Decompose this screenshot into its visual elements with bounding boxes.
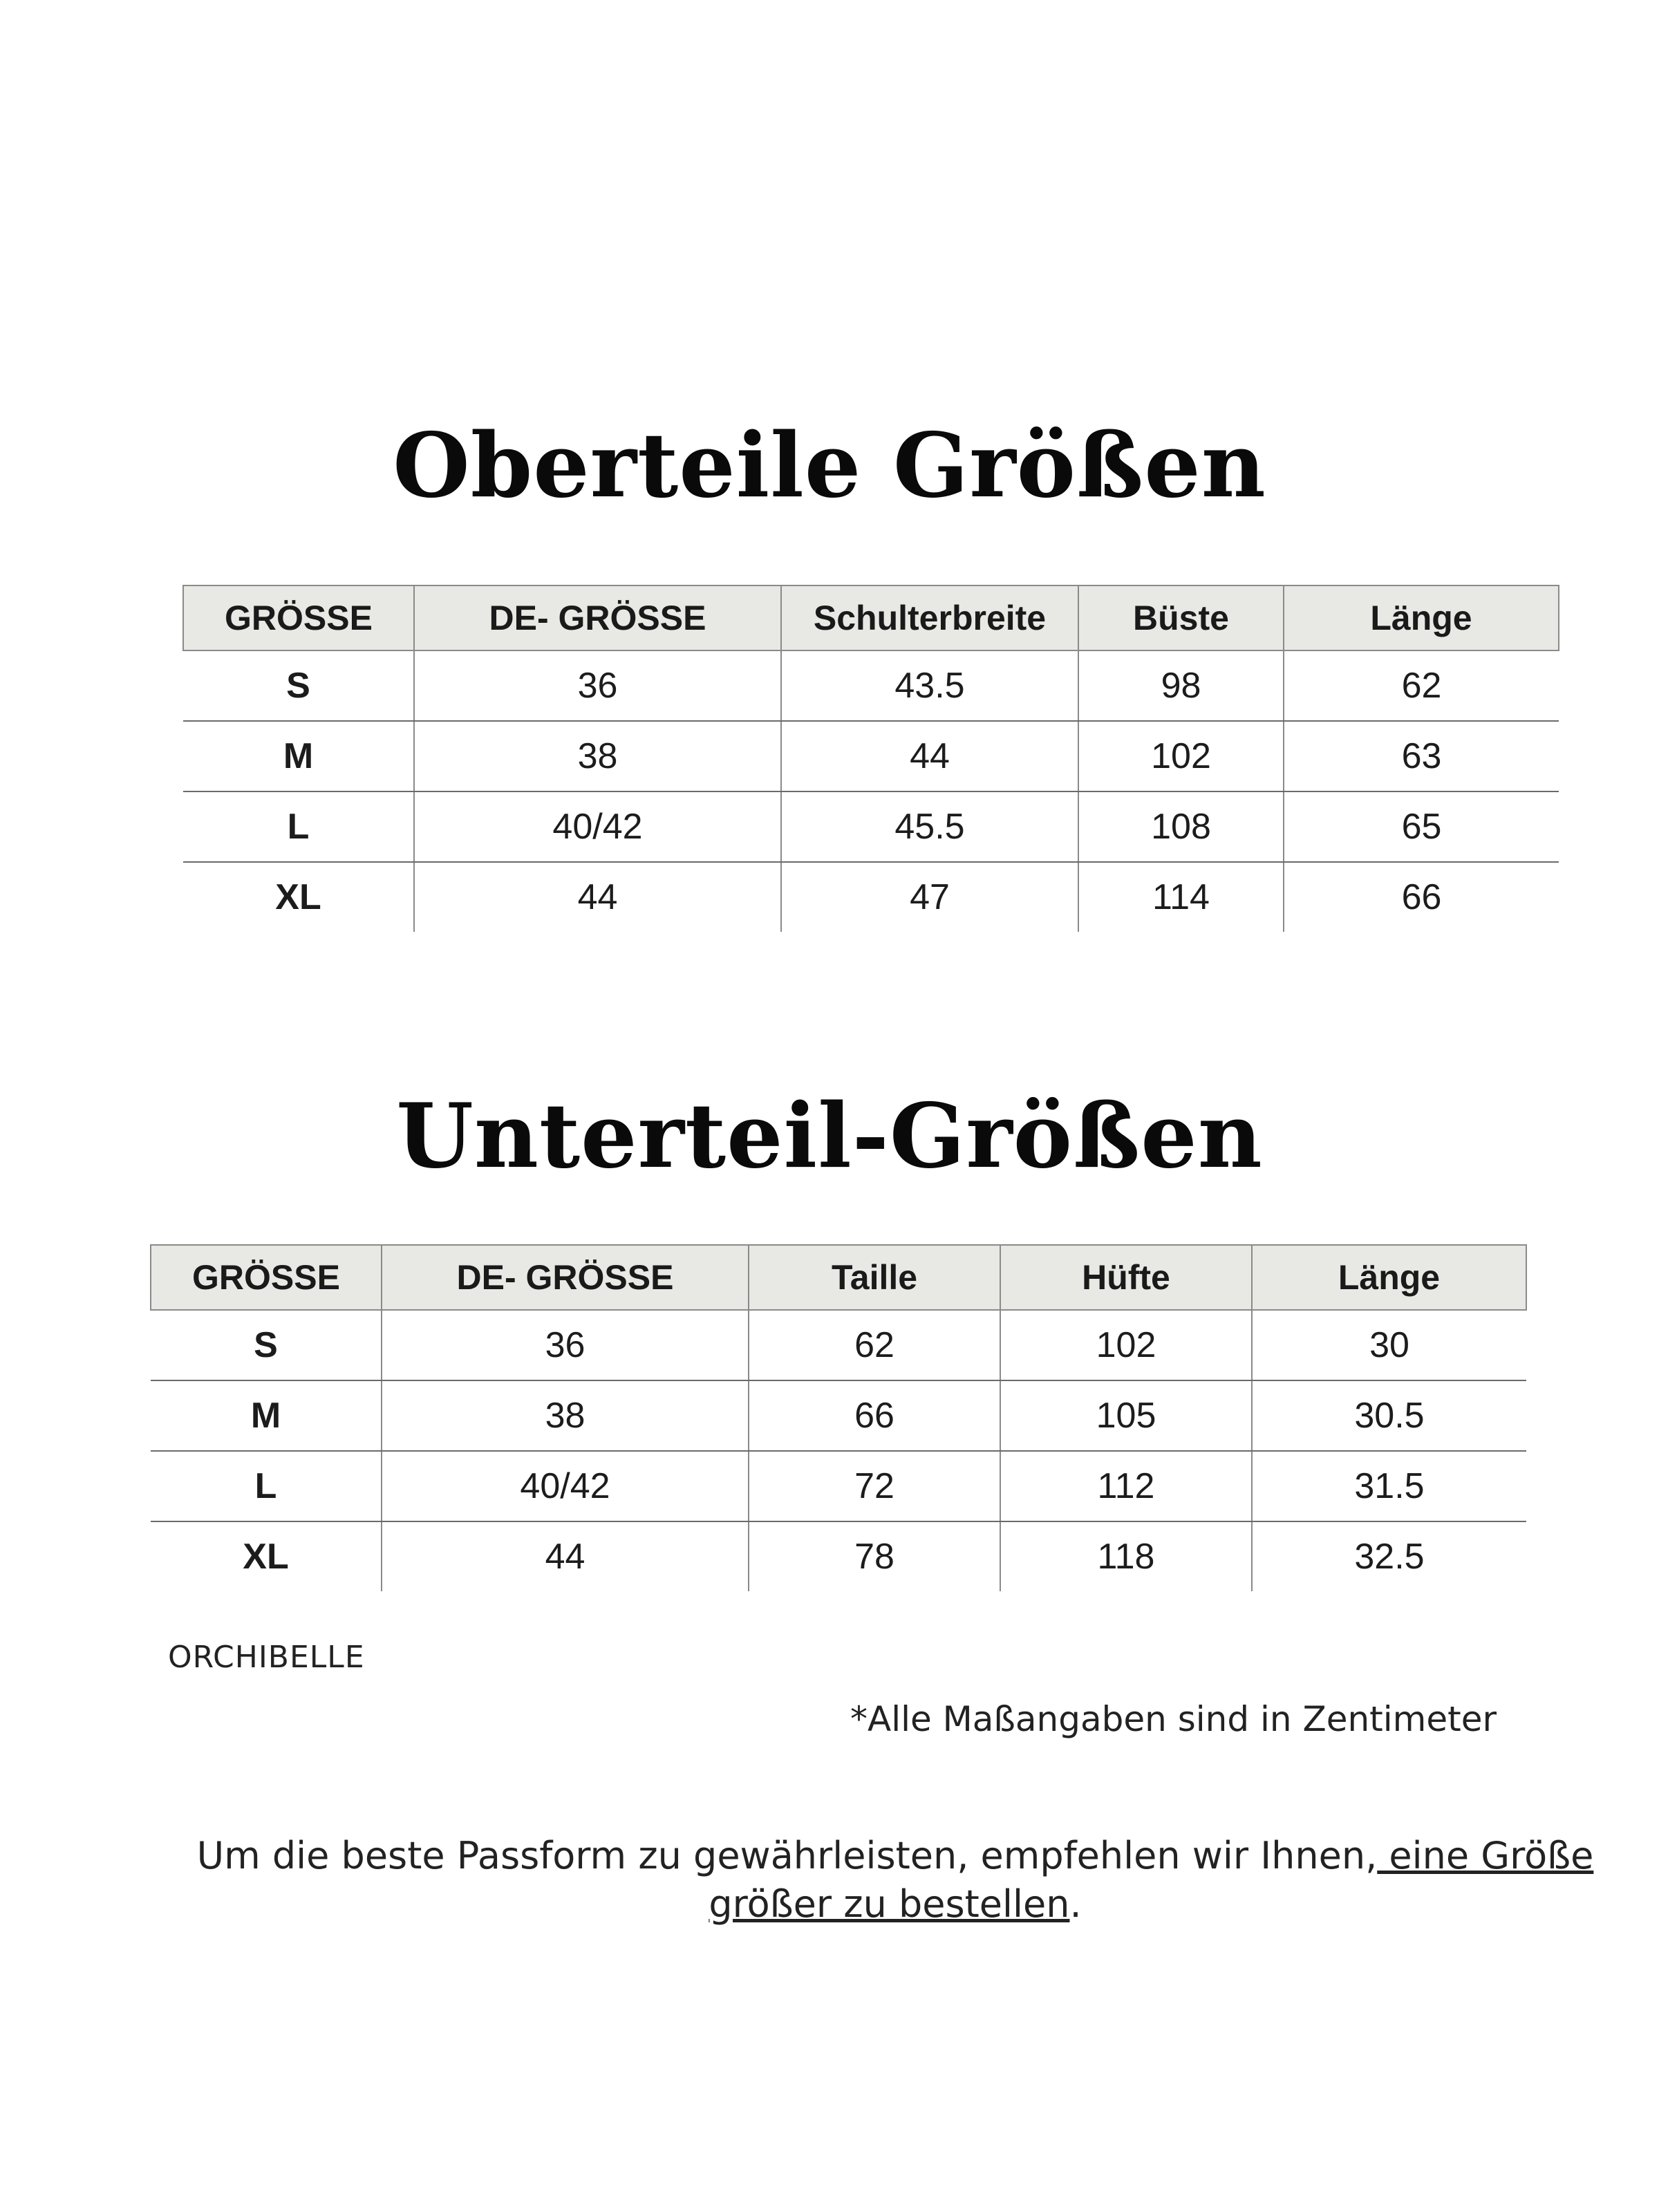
column-header-hip: Hüfte xyxy=(1000,1245,1252,1310)
table-row xyxy=(151,1310,1526,1380)
cell-hip: 118 xyxy=(1000,1521,1252,1591)
table-row xyxy=(183,721,1559,791)
cell-waist: 78 xyxy=(749,1521,1000,1591)
cell-de-size: 36 xyxy=(382,1310,749,1380)
cell-de-size: 44 xyxy=(382,1521,749,1591)
table-row xyxy=(151,1451,1526,1521)
cell-shoulder-width: 44 xyxy=(781,721,1078,791)
column-header-shoulder-width: Schulterbreite xyxy=(781,585,1078,650)
cell-waist: 66 xyxy=(749,1380,1000,1451)
table-header-row xyxy=(183,585,1559,650)
table-row xyxy=(151,1380,1526,1451)
cell-size: XL xyxy=(151,1521,382,1591)
cell-length: 31.5 xyxy=(1252,1451,1526,1521)
cell-hip: 102 xyxy=(1000,1310,1252,1380)
tops-size-title: Oberteile Größen xyxy=(393,414,1266,518)
table-row xyxy=(151,1521,1526,1591)
column-header-waist: Taille xyxy=(749,1245,1000,1310)
cell-de-size: 40/42 xyxy=(382,1451,749,1521)
cell-de-size: 38 xyxy=(382,1380,749,1451)
recommendation-end: . xyxy=(1069,1882,1082,1926)
cell-waist: 72 xyxy=(749,1451,1000,1521)
cell-length: 32.5 xyxy=(1252,1521,1526,1591)
brand-name: ORCHIBELLE xyxy=(168,1640,365,1675)
cell-size: S xyxy=(183,650,414,721)
table-row xyxy=(183,791,1559,862)
cell-de-size: 36 xyxy=(414,650,781,721)
cell-shoulder-width: 43.5 xyxy=(781,650,1078,721)
column-header-length: Länge xyxy=(1284,585,1559,650)
cell-length: 62 xyxy=(1284,650,1559,721)
cell-size: L xyxy=(183,791,414,862)
measurement-note: *Alle Maßangaben sind in Zentimeter xyxy=(850,1699,1497,1739)
column-header-size: GRÖSSE xyxy=(183,585,414,650)
cell-bust: 102 xyxy=(1078,721,1284,791)
cell-de-size: 44 xyxy=(414,862,781,932)
column-header-de-size: DE- GRÖSSE xyxy=(414,585,781,650)
cell-hip: 112 xyxy=(1000,1451,1252,1521)
cell-length: 66 xyxy=(1284,862,1559,932)
bottoms-size-title: Unterteil-Größen xyxy=(396,1085,1263,1188)
column-header-de-size: DE- GRÖSSE xyxy=(382,1245,749,1310)
table-row xyxy=(183,862,1559,932)
cell-length: 30.5 xyxy=(1252,1380,1526,1451)
cell-size: XL xyxy=(183,862,414,932)
cell-size: L xyxy=(151,1451,382,1521)
cell-bust: 108 xyxy=(1078,791,1284,862)
cell-length: 65 xyxy=(1284,791,1559,862)
cell-shoulder-width: 45.5 xyxy=(781,791,1078,862)
cell-de-size: 40/42 xyxy=(414,791,781,862)
cell-size: M xyxy=(151,1380,382,1451)
cell-hip: 105 xyxy=(1000,1380,1252,1451)
column-header-size: GRÖSSE xyxy=(151,1245,382,1310)
cell-bust: 114 xyxy=(1078,862,1284,932)
cell-length: 30 xyxy=(1252,1310,1526,1380)
cell-waist: 62 xyxy=(749,1310,1000,1380)
recommendation-text xyxy=(173,1832,1618,1929)
table-row xyxy=(183,650,1559,721)
column-header-length: Länge xyxy=(1252,1245,1526,1310)
cell-length: 63 xyxy=(1284,721,1559,791)
cell-bust: 98 xyxy=(1078,650,1284,721)
cell-size: S xyxy=(151,1310,382,1380)
cell-shoulder-width: 47 xyxy=(781,862,1078,932)
recommendation-lead: Um die beste Passform zu gewährleisten, empfehlen wir Ihnen, xyxy=(196,1834,1378,1877)
bottoms-size-table xyxy=(150,1244,1527,1591)
column-header-bust: Büste xyxy=(1078,585,1284,650)
table-header-row xyxy=(151,1245,1526,1310)
cell-de-size: 38 xyxy=(414,721,781,791)
tops-size-table xyxy=(182,585,1559,932)
recommendation-underlined: eine Größe größer zu bestellen xyxy=(709,1834,1594,1926)
cell-size: M xyxy=(183,721,414,791)
